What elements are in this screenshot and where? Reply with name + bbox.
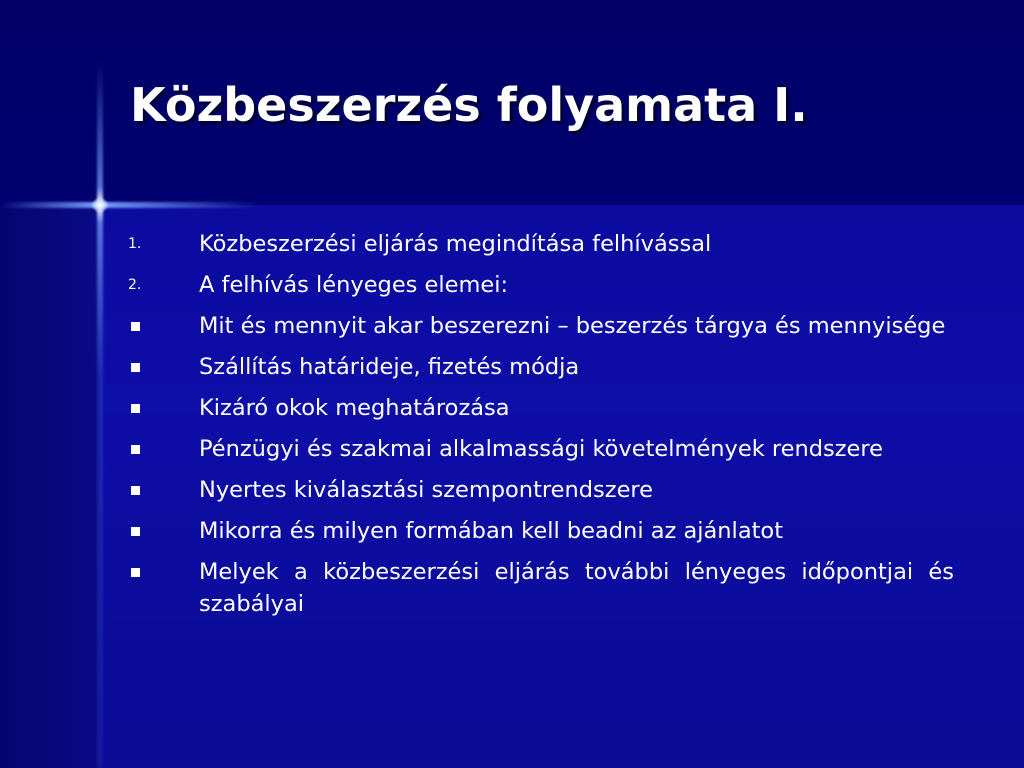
- sparkle-horizontal-decoration: [0, 202, 260, 208]
- square-bullet-icon: [131, 527, 140, 536]
- list-item-text: Szállítás határideje, fizetés módja: [199, 354, 580, 380]
- list-item-text: Mit és mennyit akar beszerezni – beszerzés tárgya és mennyisége: [199, 313, 946, 339]
- list-item: [128, 228, 954, 260]
- left-band-decoration: [0, 205, 100, 768]
- list-item: [128, 556, 954, 620]
- square-bullet-icon: [131, 486, 140, 495]
- square-bullet-icon: [131, 363, 140, 372]
- list-item: [128, 474, 954, 506]
- sparkle-star-icon: [92, 197, 108, 213]
- list-item: [128, 515, 954, 547]
- list-item: [128, 392, 954, 424]
- square-bullet-icon: [131, 322, 140, 331]
- bullet-list: [128, 228, 954, 629]
- list-item: [128, 269, 954, 301]
- square-bullet-icon: [131, 404, 140, 413]
- list-item-text: A felhívás lényeges elemei:: [199, 272, 509, 298]
- list-number: 1.: [128, 236, 142, 252]
- square-bullet-icon: [131, 445, 140, 454]
- list-number: 2.: [128, 277, 142, 293]
- list-item-text: Pénzügyi és szakmai alkalmassági követelmények rendszere: [199, 436, 883, 462]
- square-bullet-icon: [131, 568, 140, 577]
- slide-title: Közbeszerzés folyamata I.: [130, 78, 808, 132]
- list-item-text: Kizáró okok meghatározása: [199, 395, 510, 421]
- list-item-text: Mikorra és milyen formában kell beadni az ajánlatot: [199, 518, 784, 544]
- sparkle-vertical-decoration: [97, 60, 103, 768]
- list-item-text: Közbeszerzési eljárás megindítása felhívással: [199, 231, 712, 257]
- list-item: [128, 310, 954, 342]
- list-item: [128, 433, 954, 465]
- list-item-text: Melyek a közbeszerzési eljárás további lényeges időpontjai és szabályai: [199, 559, 954, 617]
- list-item-text: Nyertes kiválasztási szempontrendszere: [199, 477, 654, 503]
- list-item: [128, 351, 954, 383]
